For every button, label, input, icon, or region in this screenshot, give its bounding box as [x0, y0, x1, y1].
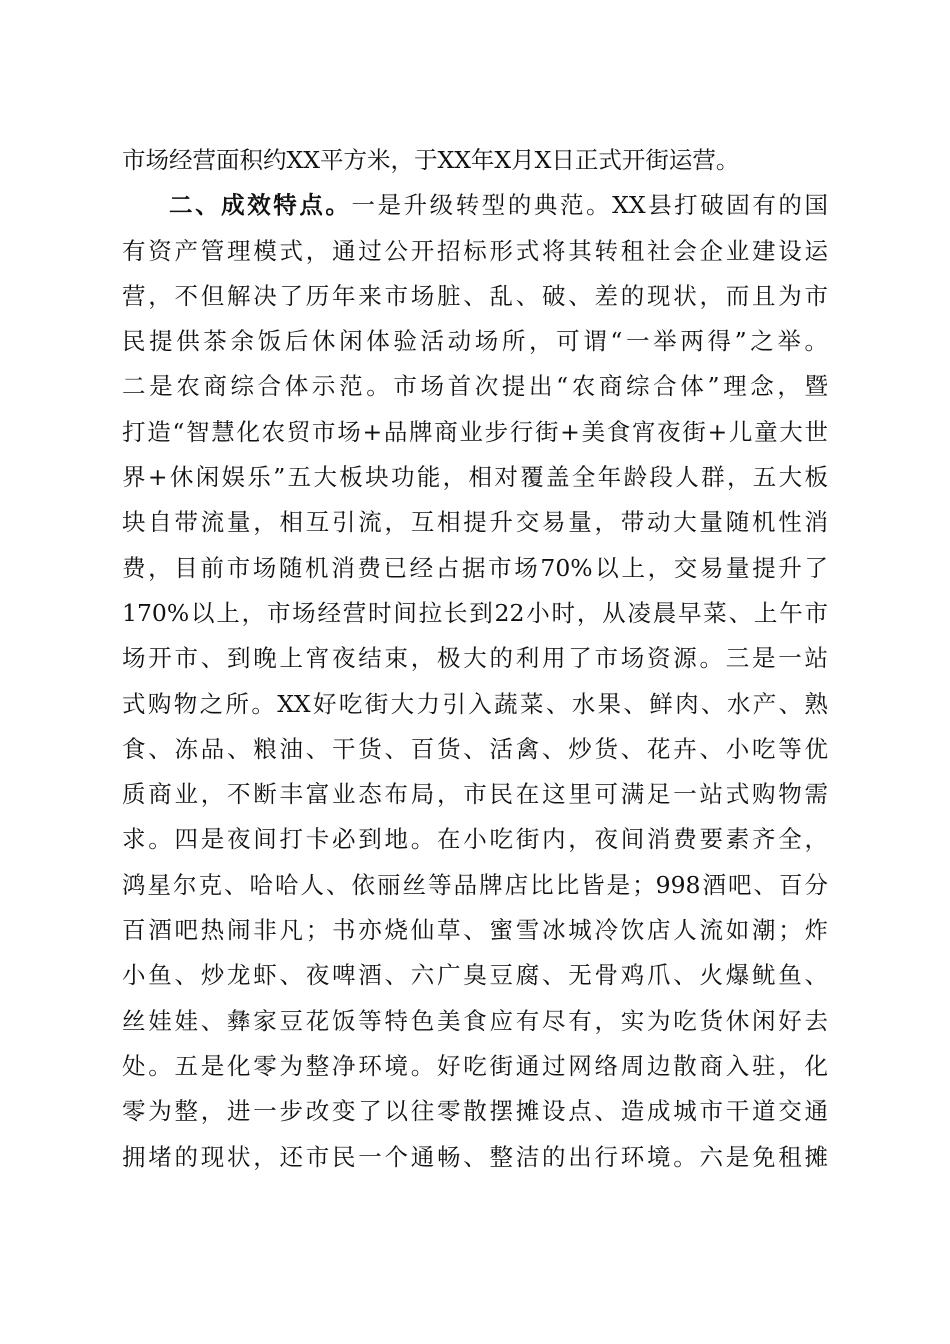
text-line: 鸿星尔克、哈哈人、依丽丝等品牌店比比皆是；998酒吧、百分 — [122, 870, 828, 899]
text-line: 质商业，不断丰富业态布局，市民在这里可满足一站式购物需 — [122, 780, 828, 809]
text-line: 营，不但解决了历年来市场脏、乱、破、差的现状，而且为市 — [122, 281, 828, 310]
text-line: 拥堵的现状，还市民一个通畅、整洁的出行环境。六是免租摊 — [122, 1142, 828, 1171]
text-line: 食、冻品、粮油、干货、百货、活禽、炒货、花卉、小吃等优 — [122, 734, 828, 763]
text-line-content: 一是升级转型的典范。XX县打破固有的国 — [351, 191, 828, 220]
text-line: 丝娃娃、彝家豆花饭等特色美食应有尽有，实为吃货休闲好去 — [122, 1006, 828, 1035]
text-line: 170%以上，市场经营时间拉长到22小时，从凌晨早菜、上午市 — [122, 598, 828, 627]
body-text — [122, 138, 828, 1180]
text-line: 场开市、到晚上宵夜结束，极大的利用了市场资源。三是一站 — [122, 644, 828, 673]
text-line: 块自带流量，相互引流，互相提升交易量，带动大量随机性消 — [122, 508, 828, 537]
section-heading: 二、成效特点。 — [169, 191, 352, 220]
text-line: 百酒吧热闹非凡；书亦烧仙草、蜜雪冰城冷饮店人流如潮；炸 — [122, 916, 828, 945]
text-line: 小鱼、炒龙虾、夜啤酒、六广臭豆腐、无骨鸡爪、火爆鱿鱼、 — [122, 961, 828, 990]
text-line: 有资产管理模式，通过公开招标形式将其转租社会企业建设运 — [122, 236, 828, 265]
text-line: 界+休闲娱乐”五大板块功能，相对覆盖全年龄段人群，五大板 — [122, 463, 828, 492]
text-line: 式购物之所。XX好吃街大力引入蔬菜、水果、鲜肉、水产、熟 — [122, 689, 828, 718]
text-line: 打造“智慧化农贸市场+品牌商业步行街+美食宵夜街+儿童大世 — [122, 417, 828, 446]
text-line: 求。四是夜间打卡必到地。在小吃街内，夜间消费要素齐全， — [122, 825, 828, 854]
text-line: 处。五是化零为整净环境。好吃街通过网络周边散商入驻，化 — [122, 1051, 828, 1080]
text-line: 民提供茶余饭后休闲体验活动场所，可谓“一举两得”之举。 — [122, 327, 828, 356]
text-line: 市场经营面积约XX平方米，于XX年X月X日正式开街运营。 — [122, 146, 740, 174]
text-line: 二是农商综合体示范。市场首次提出“农商综合体”理念，暨 — [122, 372, 828, 401]
text-line — [122, 183, 828, 228]
text-line: 零为整，进一步改变了以往零散摆摊设点、造成城市干道交通 — [122, 1097, 828, 1126]
text-line: 费，目前市场随机消费已经占据市场70%以上，交易量提升了 — [122, 553, 828, 582]
